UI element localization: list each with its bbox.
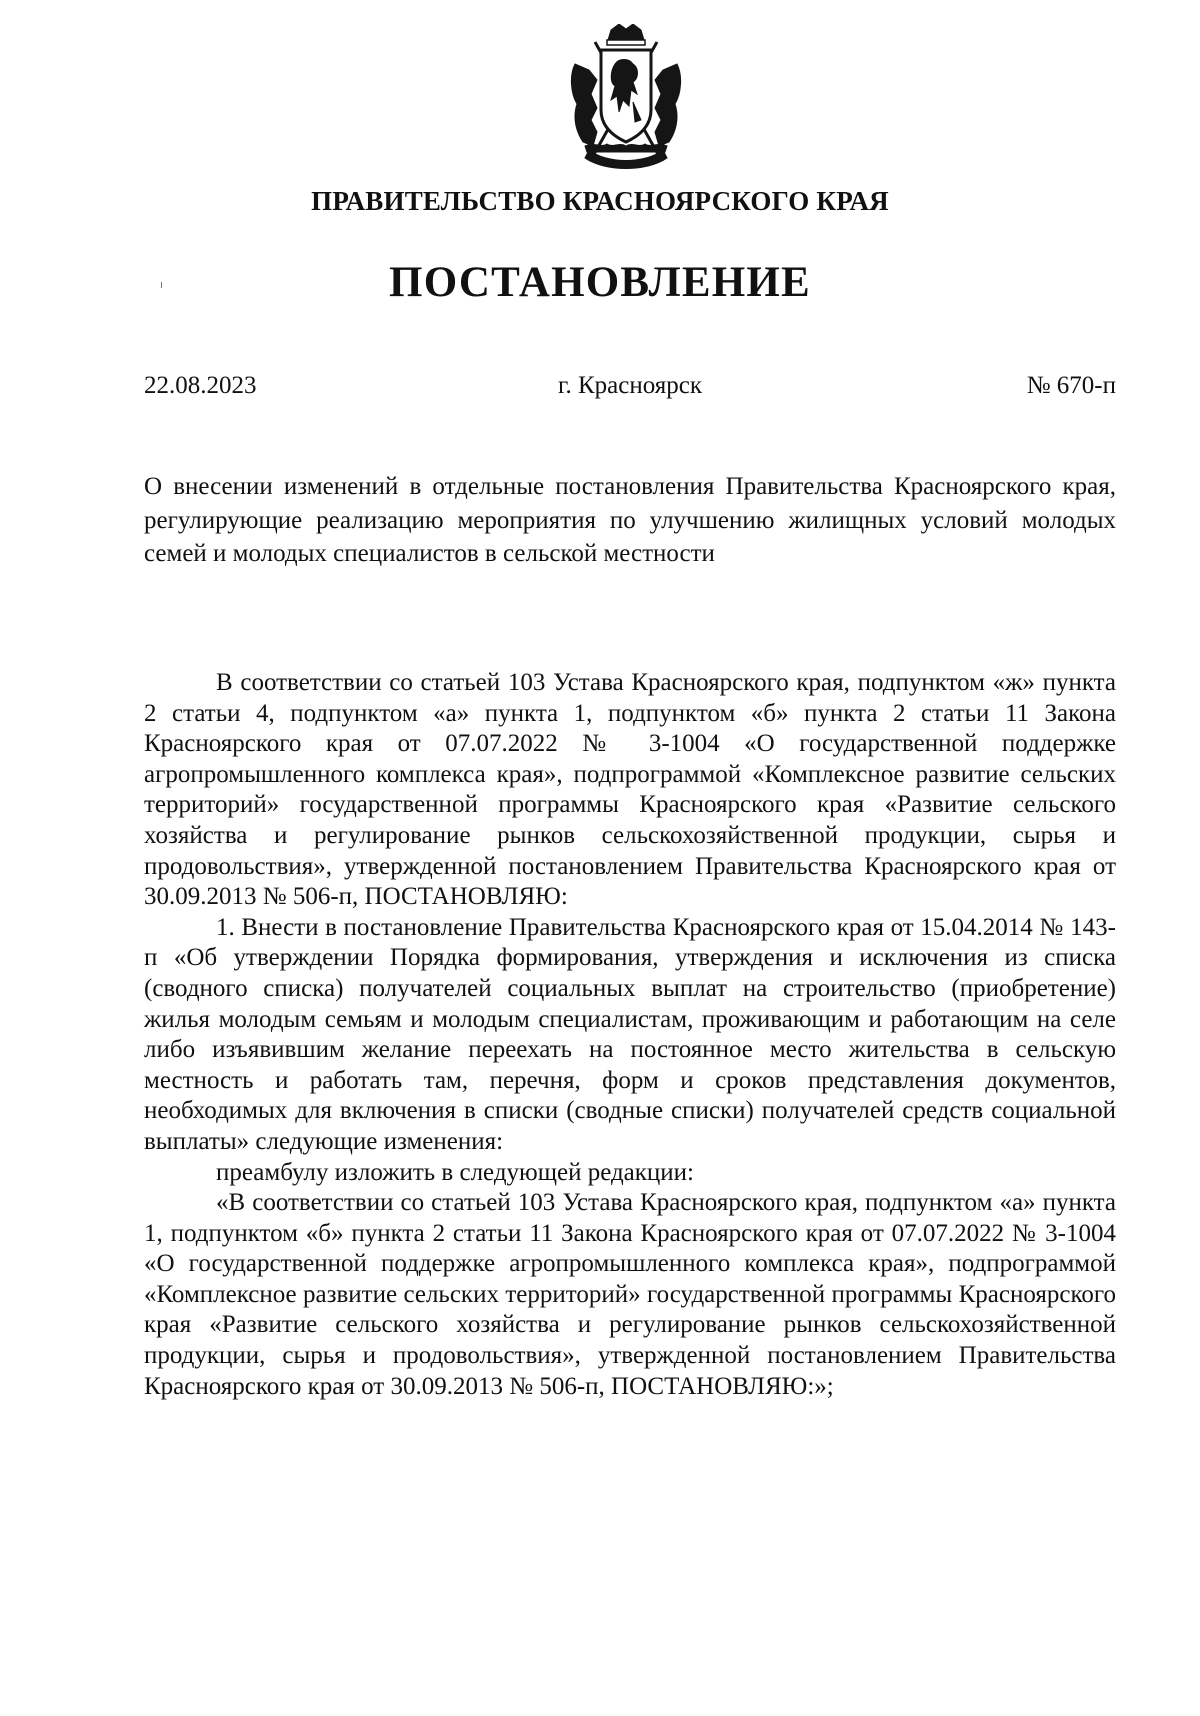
document-type-title: ПОСТАНОВЛЕНИЕ <box>389 259 811 306</box>
body-paragraph-new-preamble: «В соответствии со статьей 103 Устава Красноярского края, подпунктом «а» пункта 1, подпунктом «б» пункта 2 статьи 11 Закона Красноярского края от 07.07.2022 № 3-1004 «О государственной поддержке агропромышленного комплекса края», подпрограммой «Комплексное развитие сельских территорий» государственной программы Красноярского края «Развитие сельского хозяйства и регулирование рынков сельскохозяйственной продукции, сырья и продовольствия», утвержденной постановлением Правительства Красноярского края от 30.09.2013 № 506-п, ПОСТАНОВЛЯЮ:»; <box>144 1189 1116 1400</box>
scan-artifact <box>161 282 162 288</box>
body-paragraph-item-1: 1. Внести в постановление Правительства Красноярского края от 15.04.2014 № 143-п «Об утверждении Порядка формирования, утверждения и исключения из списка (сводного списка) получателей социальных выплат на строительство (приобретение) жилья молодым семьям и молодым специалистам, проживающим и работающим на селе либо изъявившим желание переехать на постоянное место жительства в сельскую местность и работать там, перечня, форм и сроков представления документов, необходимых для включения в списки (сводные списки) получателей средств социальной выплаты» следующие изменения: <box>144 913 1116 1155</box>
document-city: г. Красноярск <box>558 372 702 399</box>
body-paragraph-preamble: В соответствии со статьей 103 Устава Красноярского края, подпунктом «ж» пункта 2 статьи 4, подпунктом «а» пункта 1, подпунктом «б» пункта 2 статьи 11 Закона Красноярского края от 07.07.2022 № 3-1004 «О государственной поддержке агропромышленного комплекса края», подпрограммой «Комплексное развитие сельских территорий» государственной программы Красноярского края «Развитие сельского хозяйства и регулирование рынков сельскохозяйственной продукции, сырья и продовольствия», утвержденной постановлением Правительства Красноярского края от 30.09.2013 № 506-п, ПОСТАНОВЛЯЮ: <box>144 669 1116 911</box>
document-meta-row <box>144 372 1116 406</box>
body-paragraph-instruction: преамбулу изложить в следующей редакции: <box>216 1158 695 1186</box>
document-number: № 670-п <box>1026 372 1116 399</box>
document-body <box>144 668 1116 1402</box>
document-subject: О внесении изменений в отдельные постановления Правительства Красноярского края, регулирующие реализацию мероприятия по улучшению жилищных условий молодых семей и молодых специалистов в сельской местности <box>144 473 1116 567</box>
document-date: 22.08.2023 <box>144 372 257 399</box>
krasnoyarsk-krai-coat-of-arms-icon <box>567 24 685 172</box>
government-title: ПРАВИТЕЛЬСТВО КРАСНОЯРСКОГО КРАЯ <box>311 186 889 216</box>
